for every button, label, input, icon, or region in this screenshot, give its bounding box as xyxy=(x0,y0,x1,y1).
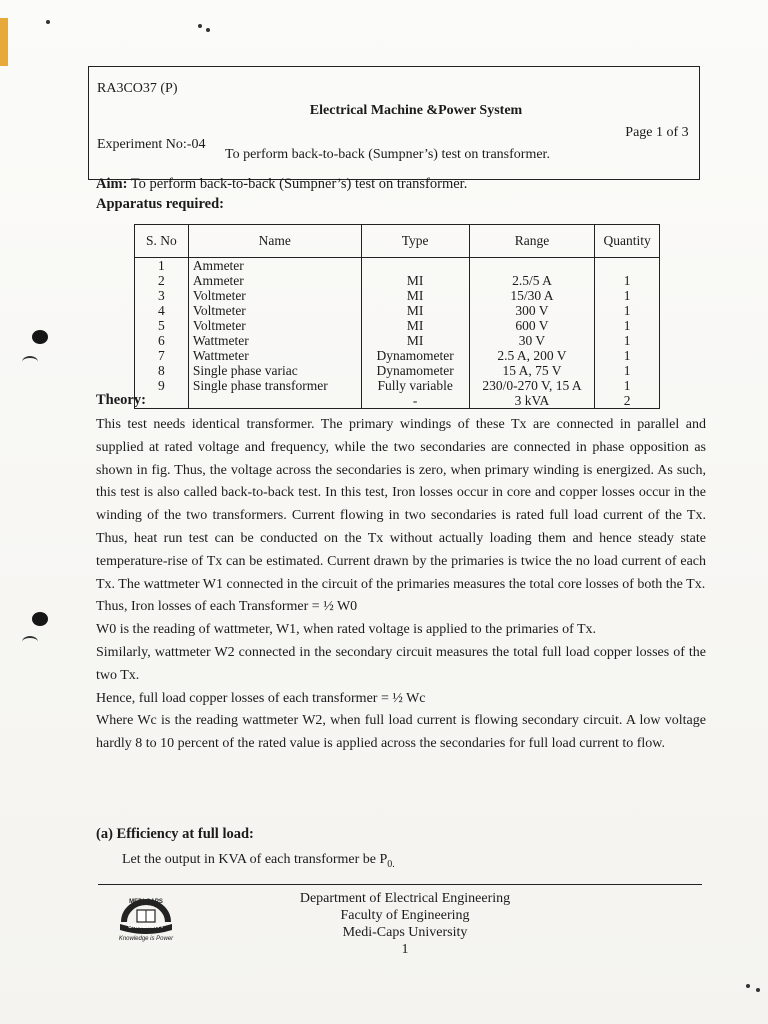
cell-sno: 6 xyxy=(135,333,189,348)
cell-sno: 7 xyxy=(135,348,189,363)
cell-quantity: 1 xyxy=(595,273,660,288)
apparatus-table xyxy=(134,224,660,409)
table-row xyxy=(135,303,660,318)
cell-sno: 8 xyxy=(135,363,189,378)
experiment-header-table xyxy=(88,66,700,180)
punch-hole xyxy=(32,330,48,344)
punch-hole xyxy=(32,612,48,626)
efficiency-text: Let the output in KVA of each transformer be P xyxy=(122,852,388,867)
course-title: Electrical Machine &Power System xyxy=(309,103,523,118)
logo-motto: Knowledge is Power xyxy=(118,936,174,942)
table-row xyxy=(135,363,660,378)
cell-type: Dynamometer xyxy=(361,363,469,378)
theory-paragraph: This test needs identical transformer. The primary windings of these Tx are connected in parallel and supplied at rated voltage and frequency, while the two secondaries are connected in phase opposition as shown in fig. Thus, the voltage across the secondaries is zero, when primary winding is energized. As such, this test is also called back-to-back test. In this test, Iron losses occur in core and copper losses occur in the winding of the two transformers. Current flowing in two secondaries is rated full load current of the Tx. Thus, heat run test can be conducted on the Tx without actually loading them and hence steady state temperature-rise of Tx can be estimated. Current drawn by the primaries is twice the no load current of each Tx. The wattmeter W1 connected in the circuit of the primaries measures the total core losses of both the Tx. xyxy=(96,417,706,592)
table-header-row xyxy=(135,225,660,258)
column-header-range: Range xyxy=(469,225,595,258)
footer-university: Medi-Caps University xyxy=(342,925,468,940)
cell-quantity: 1 xyxy=(595,288,660,303)
theory-paragraph: W0 is the reading of wattmeter, W1, when rated voltage is applied to the primaries of Tx. xyxy=(96,622,597,638)
cell-range: 15 A, 75 V xyxy=(469,363,595,378)
cell-sno: 9 xyxy=(135,378,189,393)
cell-range: 300 V xyxy=(469,303,595,318)
cell-name: Voltmeter xyxy=(188,303,361,318)
footer-divider xyxy=(98,884,702,885)
column-header-sno: S. No xyxy=(135,225,189,258)
column-header-name: Name xyxy=(188,225,361,258)
cell-range xyxy=(469,258,595,274)
aim-line xyxy=(96,176,467,193)
table-row xyxy=(135,378,660,393)
ink-speck xyxy=(746,984,750,988)
cell-type: MI xyxy=(361,333,469,348)
cell-type: - xyxy=(361,393,469,409)
efficiency-heading: (a) Efficiency at full load: xyxy=(96,826,254,842)
cell-sno: 3 xyxy=(135,288,189,303)
logo-band-text: UNIVERSITY xyxy=(127,924,164,930)
table-row xyxy=(135,318,660,333)
cell-name: Voltmeter xyxy=(188,318,361,333)
cell-sno: 4 xyxy=(135,303,189,318)
cell-type: MI xyxy=(361,273,469,288)
cell-quantity: 1 xyxy=(595,378,660,393)
cell-name xyxy=(188,393,361,409)
paper-edge-mark xyxy=(0,18,8,66)
cell-range: 2.5/5 A xyxy=(469,273,595,288)
cell-name: Ammeter xyxy=(188,273,361,288)
aim-text: To perform back-to-back (Sumpner’s) test on transformer. xyxy=(127,176,468,192)
ink-speck xyxy=(756,988,760,992)
efficiency-subscript: 0. xyxy=(387,858,395,870)
theory-heading: Theory: xyxy=(96,392,146,408)
cell-quantity: 2 xyxy=(595,393,660,409)
cell-range: 600 V xyxy=(469,318,595,333)
aim-label: Aim: xyxy=(96,176,128,192)
cell-type xyxy=(361,258,469,274)
punch-hole-shadow xyxy=(22,636,38,648)
table-row xyxy=(135,258,660,274)
cell-name: Wattmeter xyxy=(188,348,361,363)
cell-type: Fully variable xyxy=(361,378,469,393)
table-row xyxy=(135,288,660,303)
theory-paragraph: Hence, full load copper losses of each transformer = ½ Wc xyxy=(96,690,426,706)
theory-paragraph: Similarly, wattmeter W2 connected in the secondary circuit measures the total full load copper losses of the two Tx. xyxy=(96,644,706,683)
cell-range: 2.5 A, 200 V xyxy=(469,348,595,363)
table-row xyxy=(135,393,660,409)
university-logo xyxy=(110,896,182,944)
cell-name: Ammeter xyxy=(188,258,361,274)
cell-range: 30 V xyxy=(469,333,595,348)
cell-sno: 2 xyxy=(135,273,189,288)
cell-type: Dynamometer xyxy=(361,348,469,363)
cell-name: Single phase variac xyxy=(188,363,361,378)
column-header-quantity: Quantity xyxy=(595,225,660,258)
cell-range: 3 kVA xyxy=(469,393,595,409)
experiment-aim-cell: To perform back-to-back (Sumpner’s) test on transformer. xyxy=(225,147,550,162)
cell-name: Wattmeter xyxy=(188,333,361,348)
table-row xyxy=(135,348,660,363)
theory-paragraph: Thus, Iron losses of each Transformer = ½ W0 xyxy=(96,599,358,615)
cell-sno: 1 xyxy=(135,258,189,274)
footer-faculty: Faculty of Engineering xyxy=(340,908,470,923)
cell-quantity: 1 xyxy=(595,303,660,318)
table-row xyxy=(135,273,660,288)
cell-sno: 5 xyxy=(135,318,189,333)
punch-hole-shadow xyxy=(22,356,38,368)
apparatus-heading: Apparatus required: xyxy=(96,196,224,212)
logo-top-text: MEDI-CAPS xyxy=(129,899,163,905)
efficiency-statement xyxy=(122,852,395,870)
theory-paragraph: Where Wc is the reading wattmeter W2, when full load current is flowing secondary circuit. A low voltage hardly 8 to 10 percent of the rated value is applied across the secondaries for full load current to flow. xyxy=(96,713,706,752)
experiment-number: Experiment No:-04 xyxy=(97,137,206,152)
cell-type: MI xyxy=(361,303,469,318)
theory-body xyxy=(96,414,706,756)
footer-department: Department of Electrical Engineering xyxy=(299,891,511,906)
cell-type: MI xyxy=(361,288,469,303)
cell-quantity xyxy=(595,258,660,274)
cell-name: Voltmeter xyxy=(188,288,361,303)
column-header-type: Type xyxy=(361,225,469,258)
footer-block xyxy=(280,890,530,958)
cell-quantity: 1 xyxy=(595,318,660,333)
ink-speck xyxy=(198,24,202,28)
ink-speck xyxy=(46,20,50,24)
cell-quantity: 1 xyxy=(595,333,660,348)
course-code: RA3CO37 (P) xyxy=(97,81,178,96)
table-row xyxy=(135,333,660,348)
ink-speck xyxy=(206,28,210,32)
cell-quantity: 1 xyxy=(595,363,660,378)
cell-range: 230/0-270 V, 15 A xyxy=(469,378,595,393)
cell-type: MI xyxy=(361,318,469,333)
cell-quantity: 1 xyxy=(595,348,660,363)
page-indicator: Page 1 of 3 xyxy=(625,125,689,140)
footer-page-number: 1 xyxy=(401,942,409,957)
cell-range: 15/30 A xyxy=(469,288,595,303)
cell-name: Single phase transformer xyxy=(188,378,361,393)
